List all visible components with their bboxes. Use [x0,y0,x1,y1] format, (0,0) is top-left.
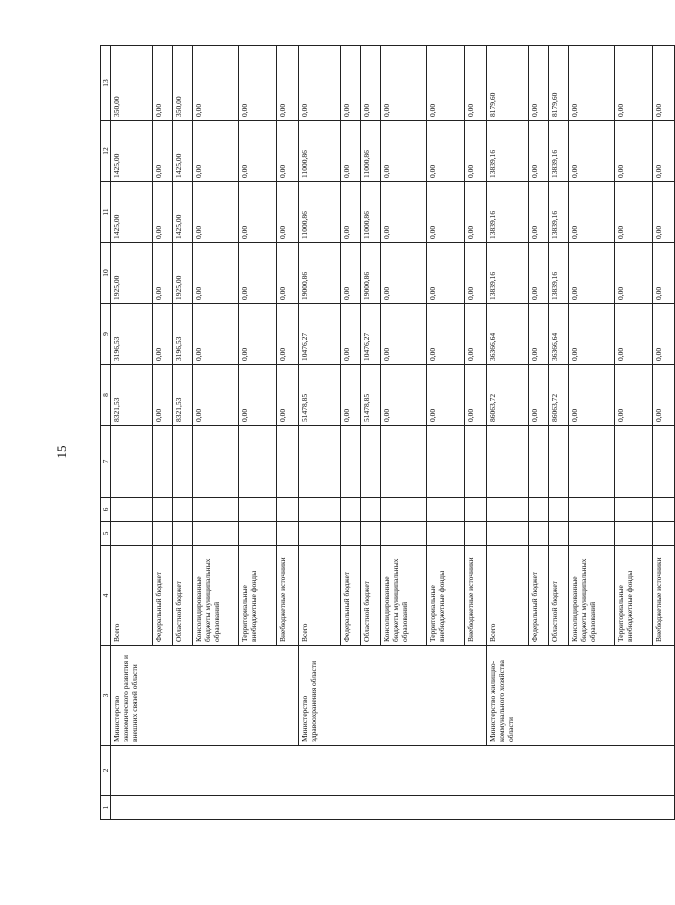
empty-cell [111,498,153,522]
value-cell: 1425,00 [111,121,153,182]
empty-cell [569,426,615,498]
funding-source-cell: Консолидированные бюджеты муниципальных образований [381,546,427,646]
value-cell: 0,00 [653,304,675,365]
value-cell: 13839,16 [487,243,529,304]
ministry-cell: Министерство здравоохранения области [299,646,487,746]
value-cell: 0,00 [341,304,361,365]
value-cell: 0,00 [569,243,615,304]
table-row [299,46,341,820]
value-cell: 0,00 [653,365,675,426]
value-cell: 0,00 [277,304,299,365]
value-cell: 0,00 [615,365,653,426]
budget-table [100,45,675,820]
value-cell: 0,00 [239,182,277,243]
column-number-header: 13 [101,46,111,121]
value-cell: 0,00 [427,46,465,121]
empty-cell [615,522,653,546]
column-number-header: 1 [101,796,111,820]
value-cell: 1425,00 [111,182,153,243]
value-cell: 0,00 [615,243,653,304]
empty-cell [153,522,173,546]
page-number: 15 [54,445,69,459]
value-cell: 86063,72 [549,365,569,426]
empty-cell [111,426,153,498]
value-cell: 0,00 [341,243,361,304]
ministry-cell: Министерство жилищно-коммунального хозяйства области [487,646,675,746]
value-cell: 0,00 [615,46,653,121]
value-cell: 0,00 [381,46,427,121]
value-cell: 36366,64 [487,304,529,365]
value-cell: 0,00 [427,121,465,182]
value-cell: 1925,00 [111,243,153,304]
value-cell: 0,00 [193,46,239,121]
empty-cell [465,522,487,546]
empty-cell [549,498,569,522]
empty-cell [239,498,277,522]
empty-cell [299,522,341,546]
empty-cell [381,498,427,522]
value-cell: 3196,53 [111,304,153,365]
empty-cell [529,426,549,498]
empty-cell [153,498,173,522]
value-cell: 0,00 [193,243,239,304]
value-cell: 0,00 [193,304,239,365]
funding-source-cell: Всего [111,546,153,646]
value-cell: 0,00 [427,182,465,243]
value-cell: 0,00 [153,243,173,304]
empty-cell [615,426,653,498]
value-cell: 0,00 [381,304,427,365]
empty-cell [487,522,529,546]
value-cell: 0,00 [465,46,487,121]
empty-cell [173,426,193,498]
funding-source-cell: Консолидированные бюджеты муниципальных образований [569,546,615,646]
value-cell: 0,00 [427,243,465,304]
empty-cell [615,498,653,522]
empty-cell [361,426,381,498]
empty-cell [193,498,239,522]
empty-cell [427,498,465,522]
value-cell: 0,00 [427,365,465,426]
value-cell: 0,00 [277,243,299,304]
funding-source-cell: Консолидированные бюджеты муниципальных образований [193,546,239,646]
empty-cell [569,498,615,522]
value-cell: 19000,86 [361,243,381,304]
value-cell: 19000,86 [299,243,341,304]
empty-cell [173,498,193,522]
value-cell: 0,00 [653,121,675,182]
rotated-table-page [100,45,663,820]
empty-cell [341,522,361,546]
value-cell: 11000,86 [299,182,341,243]
column-number-header: 2 [101,746,111,796]
value-cell: 350,00 [111,46,153,121]
value-cell: 0,00 [465,365,487,426]
funding-source-cell: Федеральный бюджет [529,546,549,646]
value-cell: 11000,86 [299,121,341,182]
empty-cell [427,426,465,498]
empty-cell [299,426,341,498]
empty-cell [653,522,675,546]
value-cell: 0,00 [299,46,341,121]
value-cell: 51478,85 [299,365,341,426]
value-cell: 0,00 [465,304,487,365]
value-cell: 0,00 [381,121,427,182]
value-cell: 1425,00 [173,121,193,182]
value-cell: 1925,00 [173,243,193,304]
value-cell: 10476,27 [299,304,341,365]
value-cell: 0,00 [381,243,427,304]
value-cell: 0,00 [153,46,173,121]
column-number-header: 7 [101,426,111,498]
value-cell: 0,00 [569,304,615,365]
value-cell: 0,00 [569,46,615,121]
value-cell: 0,00 [529,243,549,304]
value-cell: 0,00 [653,243,675,304]
value-cell: 8179,60 [549,46,569,121]
empty-cell [549,426,569,498]
empty-cell [653,426,675,498]
value-cell: 0,00 [239,365,277,426]
empty-cell [239,522,277,546]
empty-cell [341,498,361,522]
column-number-header: 12 [101,121,111,182]
value-cell: 0,00 [529,121,549,182]
value-cell: 86063,72 [487,365,529,426]
value-cell: 13839,16 [487,121,529,182]
funding-source-cell: Внебюджетные источники [653,546,675,646]
table-row [487,46,529,820]
value-cell: 0,00 [569,121,615,182]
value-cell: 0,00 [153,304,173,365]
funding-source-cell: Внебюджетные источники [465,546,487,646]
value-cell: 0,00 [239,46,277,121]
empty-cell [341,426,361,498]
empty-cell [193,522,239,546]
value-cell: 0,00 [529,182,549,243]
value-cell: 0,00 [529,365,549,426]
value-cell: 0,00 [239,304,277,365]
value-cell: 0,00 [615,304,653,365]
funding-source-cell: Федеральный бюджет [341,546,361,646]
empty-cell [529,498,549,522]
value-cell: 1425,00 [173,182,193,243]
empty-cell [465,498,487,522]
value-cell: 0,00 [427,304,465,365]
empty-cell [569,522,615,546]
empty-cell [299,498,341,522]
empty-cell [277,426,299,498]
funding-source-cell: Всего [487,546,529,646]
value-cell: 0,00 [277,46,299,121]
funding-source-cell: Областной бюджет [173,546,193,646]
column-number-header: 8 [101,365,111,426]
value-cell: 0,00 [153,121,173,182]
column-number-header: 5 [101,522,111,546]
funding-source-cell: Областной бюджет [361,546,381,646]
ministry-cell: Министерство экономического развития и внешних связей области [111,646,299,746]
value-cell: 8321,53 [111,365,153,426]
value-cell: 0,00 [193,121,239,182]
value-cell: 350,00 [173,46,193,121]
value-cell: 10476,27 [361,304,381,365]
empty-cell [239,426,277,498]
value-cell: 11000,86 [361,182,381,243]
empty-cell [361,522,381,546]
empty-cell [381,426,427,498]
value-cell: 0,00 [239,121,277,182]
value-cell: 8179,60 [487,46,529,121]
value-cell: 0,00 [381,182,427,243]
funding-source-cell: Областной бюджет [549,546,569,646]
column-number-header: 6 [101,498,111,522]
funding-source-cell: Территориальные внебюджетные фонды [239,546,277,646]
value-cell: 0,00 [193,182,239,243]
empty-cell [277,522,299,546]
value-cell: 13839,16 [549,182,569,243]
empty-cell [111,522,153,546]
value-cell: 0,00 [341,46,361,121]
empty-cell [487,498,529,522]
value-cell: 8321,53 [173,365,193,426]
column-2-cell [111,746,675,796]
header-row [101,46,111,820]
value-cell: 0,00 [653,182,675,243]
value-cell: 0,00 [277,121,299,182]
value-cell: 51478,85 [361,365,381,426]
value-cell: 0,00 [361,46,381,121]
table-row [111,46,153,820]
column-number-header: 11 [101,182,111,243]
value-cell: 3196,53 [173,304,193,365]
value-cell: 0,00 [615,182,653,243]
value-cell: 0,00 [277,182,299,243]
value-cell: 0,00 [529,304,549,365]
value-cell: 36366,64 [549,304,569,365]
empty-cell [653,498,675,522]
empty-cell [487,426,529,498]
value-cell: 0,00 [465,121,487,182]
value-cell: 0,00 [341,182,361,243]
value-cell: 0,00 [239,243,277,304]
empty-cell [153,426,173,498]
column-number-header: 9 [101,304,111,365]
empty-cell [381,522,427,546]
empty-cell [193,426,239,498]
value-cell: 0,00 [193,365,239,426]
value-cell: 11000,86 [361,121,381,182]
empty-cell [173,522,193,546]
funding-source-cell: Всего [299,546,341,646]
empty-cell [549,522,569,546]
funding-source-cell: Территориальные внебюджетные фонды [615,546,653,646]
empty-cell [277,498,299,522]
value-cell: 0,00 [615,121,653,182]
value-cell: 0,00 [569,182,615,243]
value-cell: 0,00 [341,121,361,182]
funding-source-cell: Территориальные внебюджетные фонды [427,546,465,646]
value-cell: 13839,16 [549,121,569,182]
funding-source-cell: Внебюджетные источники [277,546,299,646]
value-cell: 0,00 [653,46,675,121]
value-cell: 0,00 [153,365,173,426]
column-1-cell [111,796,675,820]
value-cell: 13839,16 [487,182,529,243]
value-cell: 0,00 [569,365,615,426]
value-cell: 0,00 [381,365,427,426]
column-number-header: 10 [101,243,111,304]
value-cell: 0,00 [277,365,299,426]
funding-source-cell: Федеральный бюджет [153,546,173,646]
value-cell: 0,00 [465,243,487,304]
value-cell: 0,00 [153,182,173,243]
empty-cell [465,426,487,498]
empty-cell [529,522,549,546]
empty-cell [361,498,381,522]
column-number-header: 3 [101,646,111,746]
empty-cell [427,522,465,546]
column-number-header: 4 [101,546,111,646]
value-cell: 0,00 [465,182,487,243]
value-cell: 0,00 [341,365,361,426]
value-cell: 13839,16 [549,243,569,304]
value-cell: 0,00 [529,46,549,121]
